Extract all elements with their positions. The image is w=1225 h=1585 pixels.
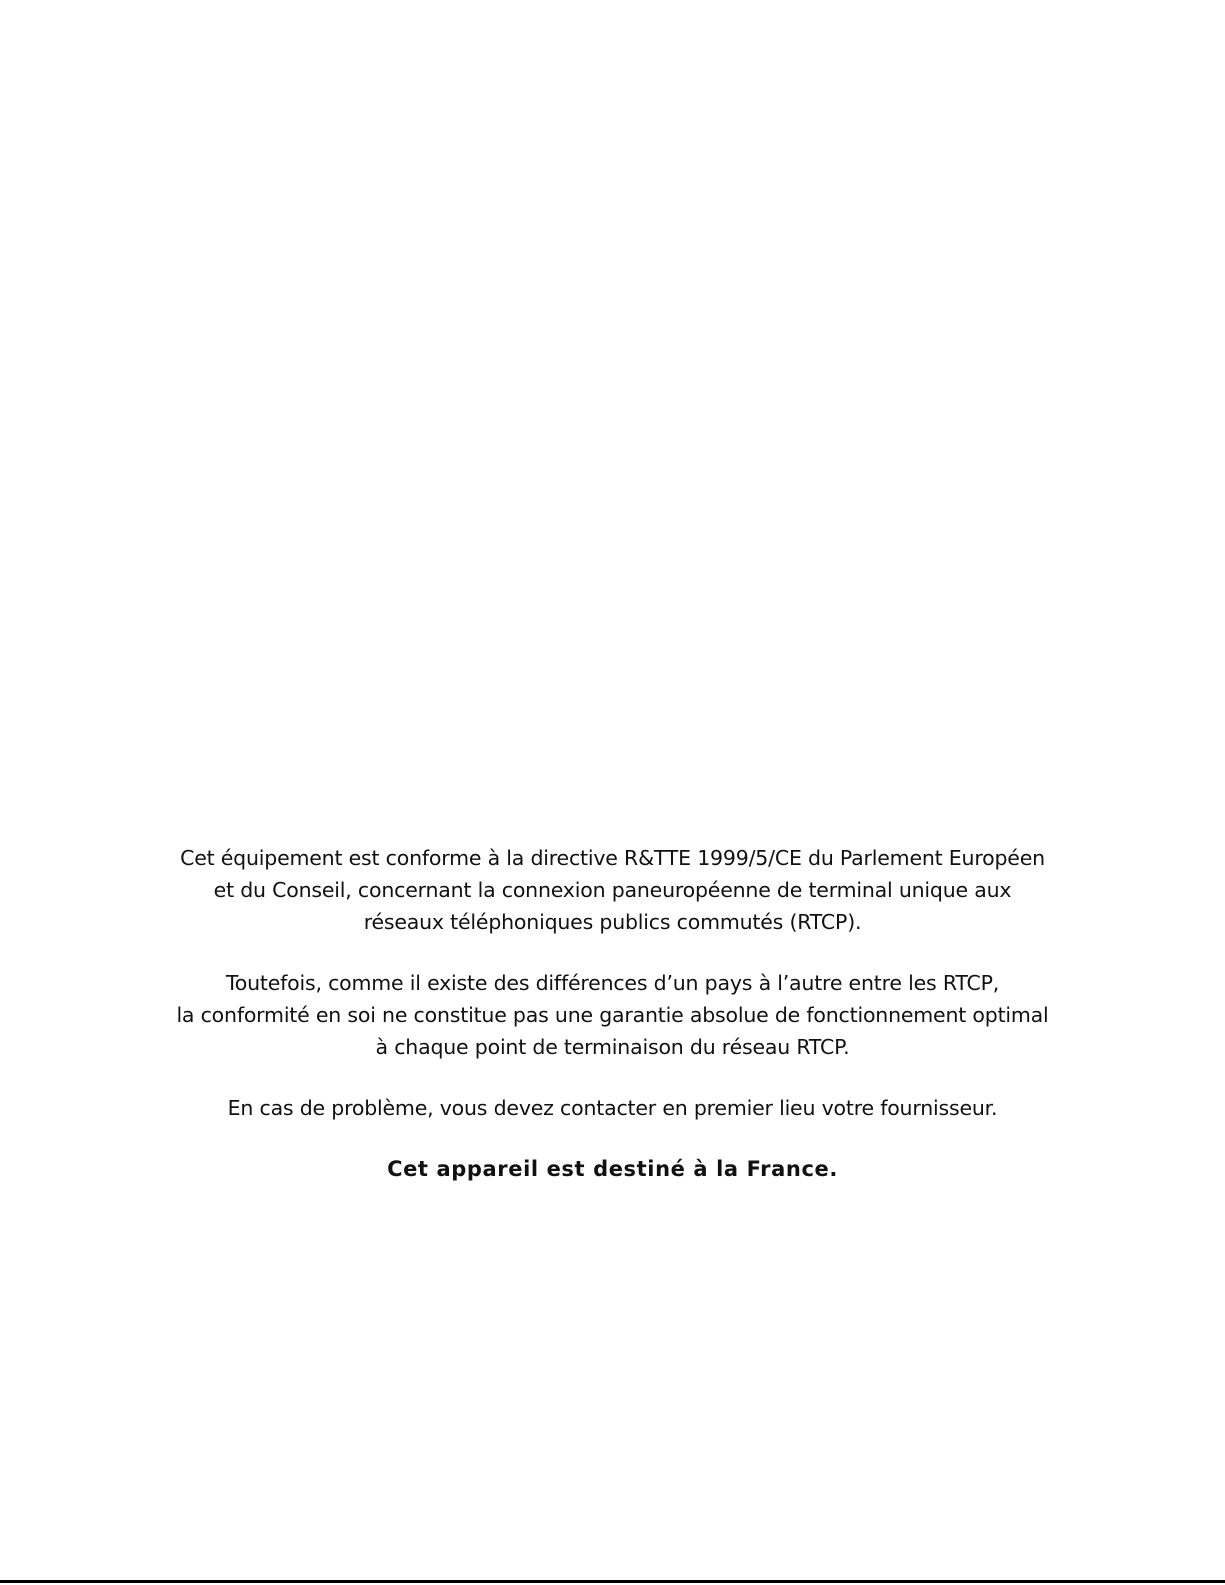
directive-line: réseaux téléphoniques publics commutés (RTCP). (363, 910, 862, 934)
disclaimer-line: Toutefois, comme il existe des différences d’un pays à l’autre entre les RTCP, (225, 971, 1000, 995)
directive-line: Cet équipement est conforme à la directive R&TTE 1999/5/CE du Parlement Européen (180, 846, 1045, 870)
directive-line: et du Conseil, concernant la connexion paneuropéenne de terminal unique aux (213, 878, 1012, 902)
page-bottom-border (0, 1580, 1225, 1583)
disclaimer-paragraph (0, 967, 1225, 1063)
compliance-notice (0, 842, 1225, 1185)
disclaimer-line: la conformité en soi ne constitue pas une garantie absolue de fonctionnement optimal (176, 1003, 1049, 1027)
destination-statement-line: Cet appareil est destiné à la France. (387, 1157, 838, 1181)
disclaimer-line: à chaque point de terminaison du réseau RTCP. (375, 1035, 850, 1059)
contact-supplier-line: En cas de problème, vous devez contacter en premier lieu votre fournisseur. (227, 1096, 998, 1120)
directive-paragraph (0, 842, 1225, 938)
destination-statement (0, 1153, 1225, 1185)
contact-supplier-paragraph (0, 1092, 1225, 1124)
